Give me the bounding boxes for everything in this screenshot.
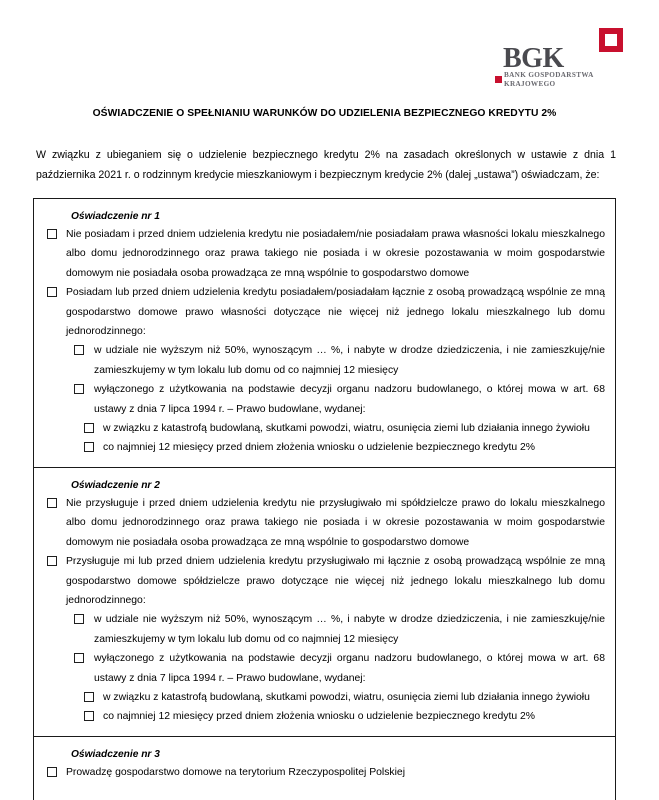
checkbox-option-row[interactable] [47,494,605,552]
declaration-section [34,199,615,467]
checkbox-option-label: wyłączonego z użytkowania na podstawie decyzji organu nadzoru budowlanego, o której mowa w art. 68 ustawy z dnia 7 lipca 1994 r. – Prawo budowlane, wydanej: [94,653,605,684]
checkbox-icon[interactable] [84,692,94,702]
declaration-section [34,467,615,736]
checkbox-icon[interactable] [47,498,57,508]
checkbox-option-row[interactable] [84,688,605,707]
checkbox-icon[interactable] [47,287,57,297]
checkbox-icon[interactable] [74,345,84,355]
checkbox-option-row[interactable] [47,763,605,782]
checkbox-icon[interactable] [74,614,84,624]
checkbox-option-label: Nie posiadam i przed dniem udzielenia kredytu nie posiadałem/nie posiadałam prawa własności lokalu mieszkalnego albo domu jednorodzinnego oraz prawa takiego nie posiada i w okresie pozostawania w moim gospodarstwie domowym nie posiadała osoba prowadząca ze mną wspólnie to gospodarstwo domowe [66,229,605,279]
brand-subtitle-line1: BANK GOSPODARSTWA [504,71,594,79]
bgk-logo [0,28,659,90]
checkbox-option-row[interactable] [74,610,605,649]
section-heading: Oświadczenie nr 2 [71,479,160,491]
checkbox-icon[interactable] [74,384,84,394]
checkbox-icon[interactable] [74,653,84,663]
red-dot-accent-icon [495,76,502,83]
checkbox-option-row[interactable] [74,341,605,380]
checkbox-option-row[interactable] [74,380,605,419]
checkbox-option-row[interactable] [84,438,605,457]
checkbox-option-row[interactable] [84,707,605,726]
checkbox-option-row[interactable] [84,419,605,438]
intro-paragraph: W związku z ubieganiem się o udzielenie bezpiecznego kredytu 2% na zasadach określonych w ustawie z dnia 1 października 2021 r. o rodzinnym kredycie mieszkaniowym i bezpiecznym kredycie 2% (dalej „ustawa”) oświadczam, że: [36,149,616,181]
checkbox-option-row[interactable] [47,552,605,610]
checkbox-option-row[interactable] [47,283,605,341]
checkbox-option-label: wyłączonego z użytkowania na podstawie decyzji organu nadzoru budowlanego, o której mowa w art. 68 ustawy z dnia 7 lipca 1994 r. – Prawo budowlane, wydanej: [94,384,605,415]
brand-subtitle-line2: KRAJOWEGO [504,79,556,88]
page-title: OŚWIADCZENIE O SPEŁNIANIU WARUNKÓW DO UDZIELENIA BEZPIECZNEGO KREDYTU 2% [92,108,557,119]
checkbox-option-row[interactable] [74,649,605,688]
checkbox-option-label: w związku z katastrofą budowlaną, skutkami powodzi, wiatru, osunięcia ziemi lub działania innego żywiołu [103,691,590,703]
checkbox-option-label: Posiadam lub przed dniem udzielenia kredytu posiadałem/posiadałam łącznie z osobą prowadzącą wspólnie ze mną gospodarstwo domowe prawo własności dotyczące nie więcej niż jednego lokalu mieszkalnego lub domu jednorodzinnego: [66,287,605,338]
checkbox-option-label: co najmniej 12 miesięcy przed dniem złożenia wniosku o udzielenie bezpiecznego kredytu 2% [103,442,536,454]
checkbox-option-label: Przysługuje mi lub przed dniem udzielenia kredytu przysługiwało mi łącznie z osobą prowadzącą wspólnie ze mną gospodarstwo domowe spółdzielcze prawo dotyczące nie więcej niż jednego lokalu mieszkalnego lub domu jednorodzinnego: [66,556,605,606]
brand-subtitle [504,71,624,88]
checkbox-icon[interactable] [84,711,94,721]
section-heading: Oświadczenie nr 1 [71,211,160,222]
checkbox-option-row[interactable] [47,225,605,283]
checkbox-option-label: w związku z katastrofą budowlaną, skutkami powodzi, wiatru, osunięcia ziemi lub działania innego żywiołu [103,423,590,435]
checkbox-option-label: Nie przysługuje i przed dniem udzielenia kredytu nie przysługiwało mi spółdzielcze prawo do lokalu mieszkalnego albo domu jednorodzinnego oraz prawa takiego nie posiada i w okresie pozostawania w moim gospodarstwie domowym nie posiadała osoba prowadząca ze mną wspólnie to gospodarstwo domowe [66,497,605,548]
checkbox-icon[interactable] [47,229,57,239]
checkbox-option-label: w udziale nie wyższym niż 50%, wynoszącym … %, i nabyte w drodze dziedziczenia, i nie zamieszkuję/nie zamieszkujemy w tym lokalu lub domu od co najmniej 12 miesięcy [94,614,605,645]
checkbox-option-label: w udziale nie wyższym niż 50%, wynoszącym … %, i nabyte w drodze dziedziczenia, i nie zamieszkuję/nie zamieszkujemy w tym lokalu lub domu od co najmniej 12 miesięcy [94,345,605,376]
checkbox-icon[interactable] [84,423,94,433]
brand-wordmark: BGK [503,43,564,74]
checkbox-icon[interactable] [47,767,57,777]
declaration-section [34,736,615,791]
checkbox-icon[interactable] [47,556,57,566]
section-heading: Oświadczenie nr 3 [71,748,160,760]
checkbox-option-label: Prowadzę gospodarstwo domowe na terytorium Rzeczypospolitej Polskiej [66,766,406,778]
red-square-logo-mark [599,28,623,52]
checkbox-option-label: co najmniej 12 miesięcy przed dniem złożenia wniosku o udzielenie bezpiecznego kredytu 2% [103,711,536,723]
checkbox-icon[interactable] [84,442,94,452]
declarations-frame [33,198,616,800]
